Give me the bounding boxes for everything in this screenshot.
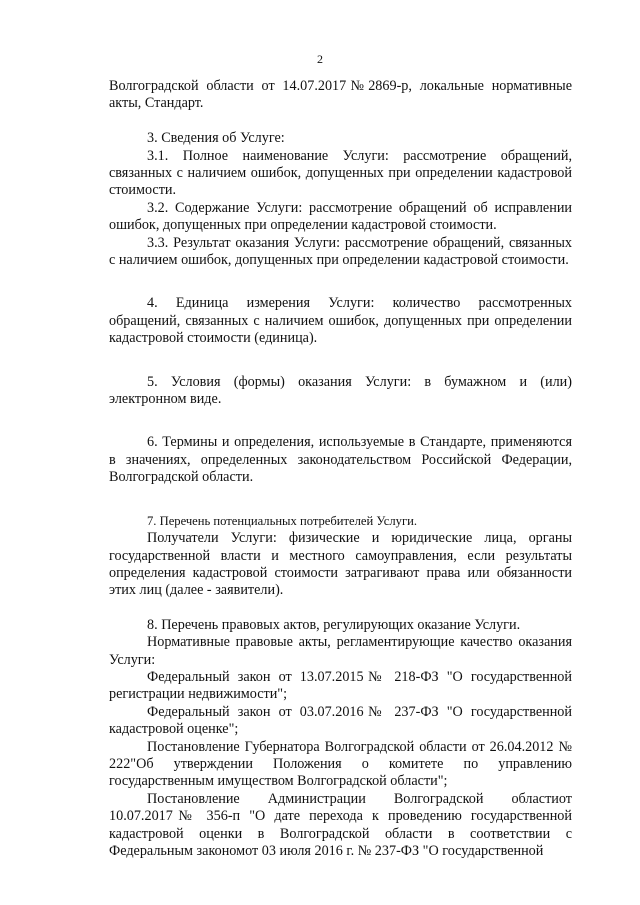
section-5-paragraph: 5. Условия (формы) оказания Услуги: в бумажном и (или) электронном виде. (109, 373, 572, 408)
legal-act-item: Федеральный закон от 03.07.2016№ 237-ФЗ "О государственной кадастровой оценке"; (109, 703, 572, 738)
document-body (109, 78, 572, 860)
section-3-heading: 3. Сведения об Услуге: (147, 130, 285, 147)
section-7-heading: 7. Перечень потенциальных потребителей Услуги. (147, 513, 418, 528)
page-number: 2 (317, 52, 323, 66)
paragraph-3-2: 3.2. Содержание Услуги: рассмотрение обращений об исправлении ошибок, допущенных при определении кадастровой стоимости. (109, 199, 572, 234)
section-4-paragraph: 4. Единица измерения Услуги: количество рассмотренных обращений, связанных с наличием ошибок, допущенных при определении кадастровой стоимости (единица). (109, 295, 572, 347)
section-8-intro: Нормативные правовые акты, регламентирующие качество оказания Услуги: (109, 634, 572, 668)
legal-act-item: Федеральный закон от 13.07.2015№ 218-ФЗ "О государственной регистрации недвижимости"; (109, 668, 572, 703)
legal-act-item: Постановление Администрации Волгоградской областиот 10.07.2017№ 356-п "О дате перехода к проведению государственной кадастровой оценки в Волгоградской области в соответствии с Федеральным закономот 03 июля 2016 г. № 237-ФЗ "О государственной (109, 790, 572, 860)
section-6-paragraph: 6. Термины и определения, используемые в Стандарте, применяются в значениях, определенных законодательством Российской Федерации, Волгоградской области. (109, 434, 572, 486)
paragraph-continuation: Волгоградской области от 14.07.2017№2869-р, локальные нормативные акты, Стандарт. (109, 78, 572, 112)
paragraph-3-3: 3.3. Результат оказания Услуги: рассмотрение обращений, связанных с наличием ошибок, допущенных при определении кадастровой стоимости. (109, 234, 572, 269)
paragraph-3-1: 3.1. Полное наименование Услуги: рассмотрение обращений, связанных с наличием ошибок, допущенных при определении кадастровой стоимости. (109, 147, 572, 199)
section-7-paragraph: Получатели Услуги: физические и юридические лица, органы государственной власти и местного самоуправления, если результаты определения кадастровой стоимости затрагивают права или обязанности этих лиц (далее - заявители). (109, 530, 572, 599)
legal-act-item: Постановление Губернатора Волгоградской области от 26.04.2012 № 222"Об утверждении Положения о комитете по управлению государственным имуществом Волгоградской области"; (109, 738, 572, 790)
section-8-heading: 8. Перечень правовых актов, регулирующих оказание Услуги. (147, 616, 521, 633)
